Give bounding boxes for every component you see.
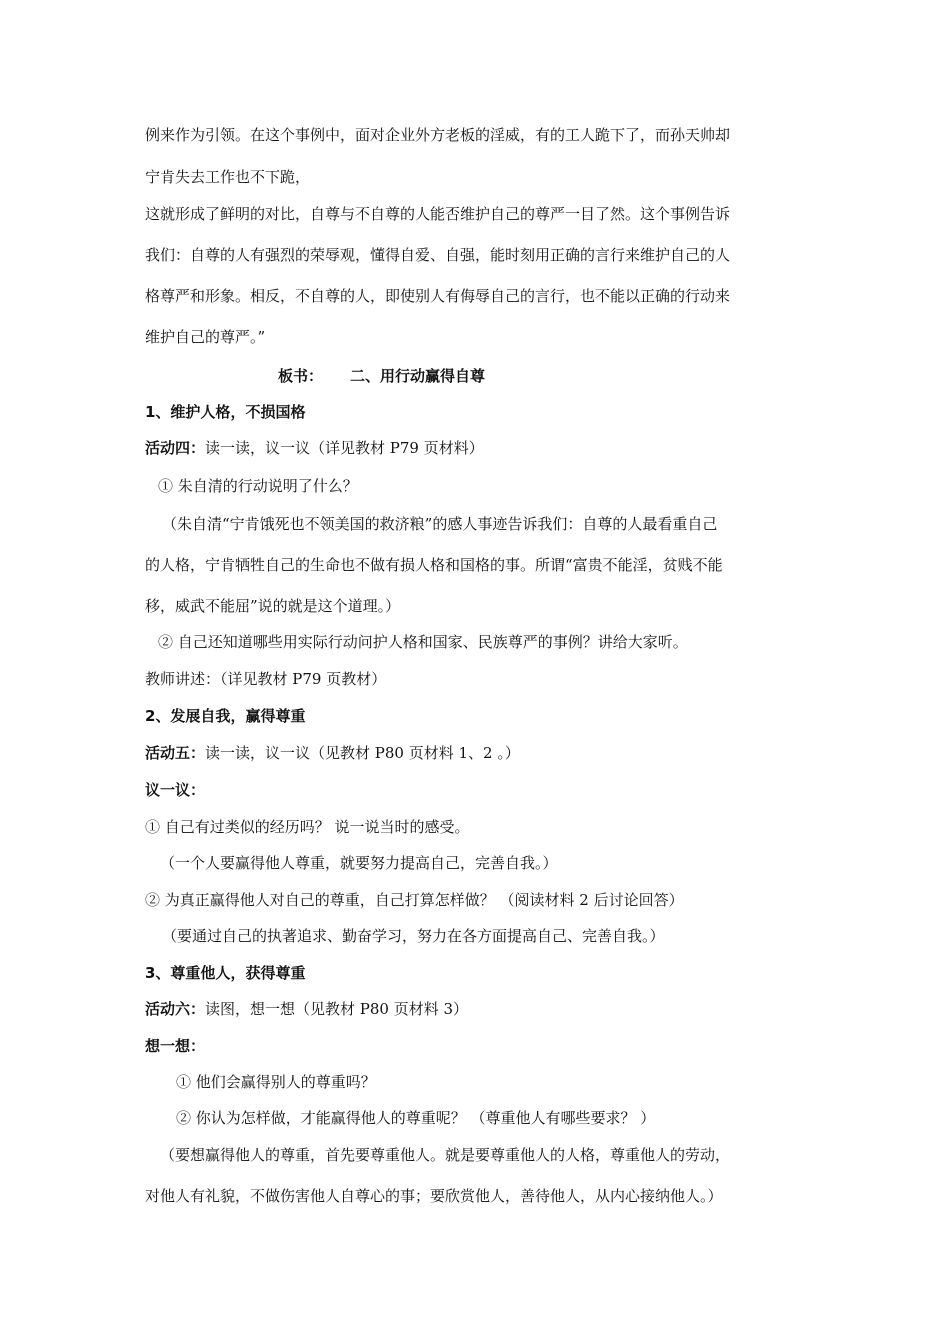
paragraph-line: 宁肯失去工作也不下跪， bbox=[145, 168, 311, 186]
answer-line: （一个人要赢得他人尊重，就要努力提高自己，完善自我。） bbox=[160, 854, 558, 872]
answer-line: 移，威武不能屈”说的就是这个道理。） bbox=[145, 597, 401, 615]
paragraph-line: 格尊严和形象。相反，不自尊的人，即使别人有侮辱自己的言行，也不能以正确的行动来 bbox=[145, 287, 731, 305]
paragraph-line: 我们：自尊的人有强烈的荣辱观，懂得自爱、自强，能时刻用正确的言行来维护自己的人 bbox=[145, 246, 731, 264]
activity-label: 活动六： bbox=[145, 1000, 206, 1018]
paragraph-line: 这就形成了鲜明的对比，自尊与不自尊的人能否维护自己的尊严一目了然。这个事例告诉 bbox=[145, 205, 731, 223]
think-label: 想一想： bbox=[145, 1037, 206, 1055]
answer-line: （要想赢得他人的尊重，首先要尊重他人。就是要尊重他人的人格，尊重他人的劳动， bbox=[160, 1146, 731, 1164]
activity-label: 活动四： bbox=[145, 439, 206, 457]
section-heading: 3、尊重他人，获得尊重 bbox=[145, 964, 306, 982]
answer-line: 对他人有礼貌，不做伤害他人自尊心的事；要欣赏他人，善待他人，从内心接纳他人。） bbox=[145, 1187, 723, 1205]
question: ① 他们会赢得别人的尊重吗？ bbox=[176, 1073, 376, 1091]
activity-text: 读一读，议一议（详见教材 P79 页材料） bbox=[205, 439, 484, 457]
teacher-note: 教师讲述：（详见教材 P79 页教材） bbox=[145, 670, 387, 688]
activity-text: 读一读，议一议（见教材 P80 页材料 1、2 。） bbox=[205, 744, 520, 762]
answer-line: （朱自清“宁肯饿死也不领美国的救济粮”的感人事迹告诉我们：自尊的人最看重自己 bbox=[162, 515, 718, 533]
discuss-label: 议一议： bbox=[145, 781, 206, 799]
activity-text: 读图，想一想（见教材 P80 页材料 3） bbox=[205, 1000, 469, 1018]
question: ① 自己有过类似的经历吗？ 说一说当时的感受。 bbox=[145, 818, 470, 836]
question: ② 你认为怎样做，才能赢得他人的尊重呢？ （尊重他人有哪些要求？ ） bbox=[176, 1109, 656, 1127]
answer-line: （要通过自己的执著追求、勤奋学习，努力在各方面提高自己、完善自我。） bbox=[162, 927, 665, 945]
board-title: 二、用行动赢得自尊 bbox=[350, 367, 486, 385]
section-heading: 2、发展自我，赢得尊重 bbox=[145, 707, 306, 725]
activity-line bbox=[145, 743, 520, 763]
board-label: 板书： bbox=[278, 367, 324, 385]
activity-line bbox=[145, 999, 468, 1019]
question: ② 为真正赢得他人对自己的尊重，自己打算怎样做？ （阅读材料 2 后讨论回答） bbox=[145, 891, 684, 909]
question: ① 朱自清的行动说明了什么？ bbox=[158, 477, 358, 495]
answer-line: 的人格，宁肯牺牲自己的生命也不做有损人格和国格的事。所谓“富贵不能淫，贫贱不能 bbox=[145, 556, 723, 574]
section-heading: 1、维护人格，不损国格 bbox=[145, 403, 306, 421]
paragraph-line: 维护自己的尊严。” bbox=[145, 328, 266, 346]
activity-label: 活动五： bbox=[145, 744, 206, 762]
question: ② 自己还知道哪些用实际行动问护人格和国家、民族尊严的事例？讲给大家听。 bbox=[158, 633, 688, 651]
paragraph-line: 例来作为引领。在这个事例中，面对企业外方老板的淫威，有的工人跪下了，而孙天帅却 bbox=[145, 126, 731, 144]
activity-line bbox=[145, 438, 484, 458]
